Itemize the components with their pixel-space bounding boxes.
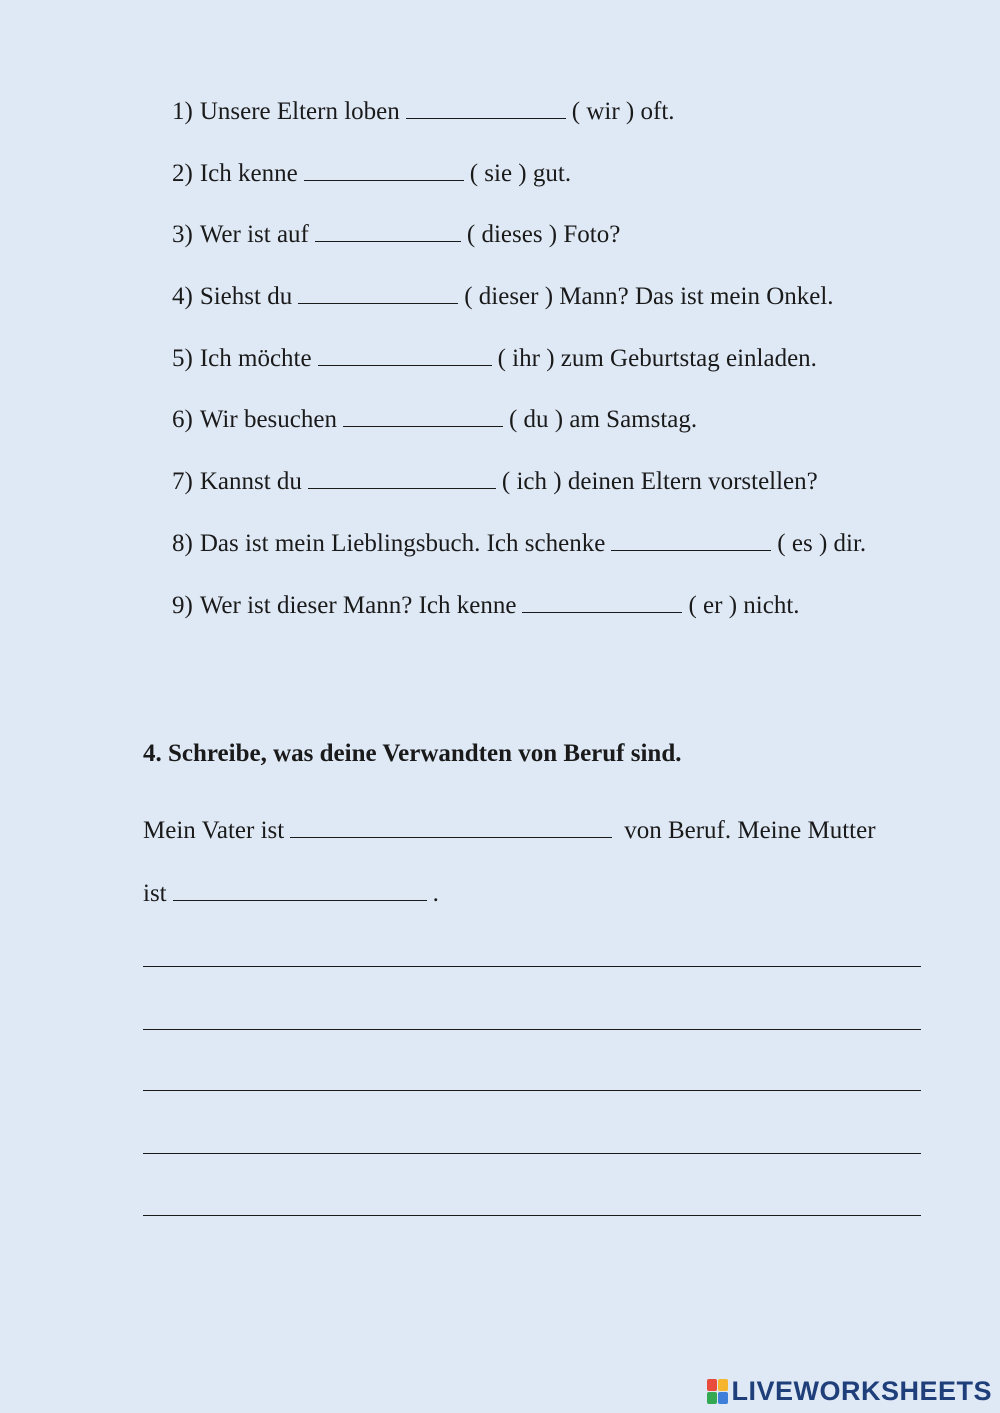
sentence-text: Unsere Eltern loben	[199, 98, 400, 125]
item-number: 6)	[172, 406, 193, 433]
sentence-hint: ( ich ) deinen Eltern vorstellen?	[501, 468, 818, 495]
item-number: 7)	[172, 468, 193, 495]
logo-square	[707, 1379, 717, 1391]
writing-line-2[interactable]	[143, 1029, 921, 1030]
answer-blank-7[interactable]	[308, 466, 496, 489]
writing-line-4[interactable]	[143, 1153, 921, 1154]
sentence-hint: ( er ) nicht.	[688, 592, 800, 619]
prose-text: .	[432, 880, 439, 907]
logo-square	[718, 1392, 728, 1404]
sentence-9	[172, 590, 800, 621]
mother-profession-blank[interactable]	[173, 878, 427, 901]
item-number: 2)	[172, 160, 193, 187]
sentence-hint: ( sie ) gut.	[469, 160, 572, 187]
sentence-hint: ( ihr ) zum Geburtstag einladen.	[497, 345, 817, 372]
liveworksheets-logo-icon	[707, 1379, 728, 1404]
sentence-hint: ( dieser ) Mann? Das ist mein Onkel.	[464, 283, 834, 310]
profession-line-1	[143, 815, 876, 845]
sentence-hint: ( du ) am Samstag.	[508, 406, 698, 433]
sentence-text: Siehst du	[199, 283, 293, 310]
answer-blank-8[interactable]	[611, 528, 771, 551]
answer-blank-9[interactable]	[522, 590, 682, 613]
prose-text: Mein Vater ist	[143, 817, 285, 844]
writing-line-3[interactable]	[143, 1090, 921, 1091]
writing-line-1[interactable]	[143, 966, 921, 967]
answer-blank-2[interactable]	[304, 158, 464, 181]
liveworksheets-brand	[707, 1376, 992, 1407]
sentence-text: Wir besuchen	[199, 406, 337, 433]
item-number: 4)	[172, 283, 193, 310]
sentence-hint: ( wir ) oft.	[571, 98, 675, 125]
item-number: 9)	[172, 592, 193, 619]
sentence-8	[172, 528, 866, 559]
sentence-text: Wer ist auf	[199, 221, 309, 248]
father-profession-blank[interactable]	[290, 815, 612, 838]
answer-blank-5[interactable]	[318, 343, 492, 366]
sentence-hint: ( dieses ) Foto?	[466, 221, 621, 248]
brand-name: LIVEWORKSHEETS	[731, 1376, 992, 1406]
sentence-6	[172, 404, 697, 435]
answer-blank-3[interactable]	[315, 219, 461, 242]
sentence-1	[172, 96, 675, 127]
sentence-4	[172, 281, 834, 312]
item-number: 8)	[172, 530, 193, 557]
exercise-4-heading: 4. Schreibe, was deine Verwandten von Beruf sind.	[143, 740, 682, 767]
writing-line-5[interactable]	[143, 1215, 921, 1216]
prose-text: von Beruf. Meine Mutter	[624, 817, 876, 844]
sentence-7	[172, 466, 818, 497]
sentence-text: Ich kenne	[199, 160, 298, 187]
sentence-hint: ( es ) dir.	[777, 530, 867, 557]
profession-line-2	[143, 878, 439, 908]
item-number: 5)	[172, 345, 193, 372]
sentence-text: Kannst du	[199, 468, 302, 495]
answer-blank-4[interactable]	[298, 281, 458, 304]
item-number: 3)	[172, 221, 193, 248]
sentence-text: Ich möchte	[199, 345, 312, 372]
sentence-5	[172, 343, 817, 374]
sentence-2	[172, 158, 571, 189]
sentence-text: Wer ist dieser Mann? Ich kenne	[199, 592, 517, 619]
sentence-3	[172, 219, 620, 250]
answer-blank-1[interactable]	[406, 96, 566, 119]
sentence-text: Das ist mein Lieblingsbuch. Ich schenke	[199, 530, 606, 557]
logo-square	[718, 1379, 728, 1391]
prose-text: ist	[143, 880, 167, 907]
answer-blank-6[interactable]	[343, 404, 503, 427]
item-number: 1)	[172, 98, 193, 125]
logo-square	[707, 1392, 717, 1404]
